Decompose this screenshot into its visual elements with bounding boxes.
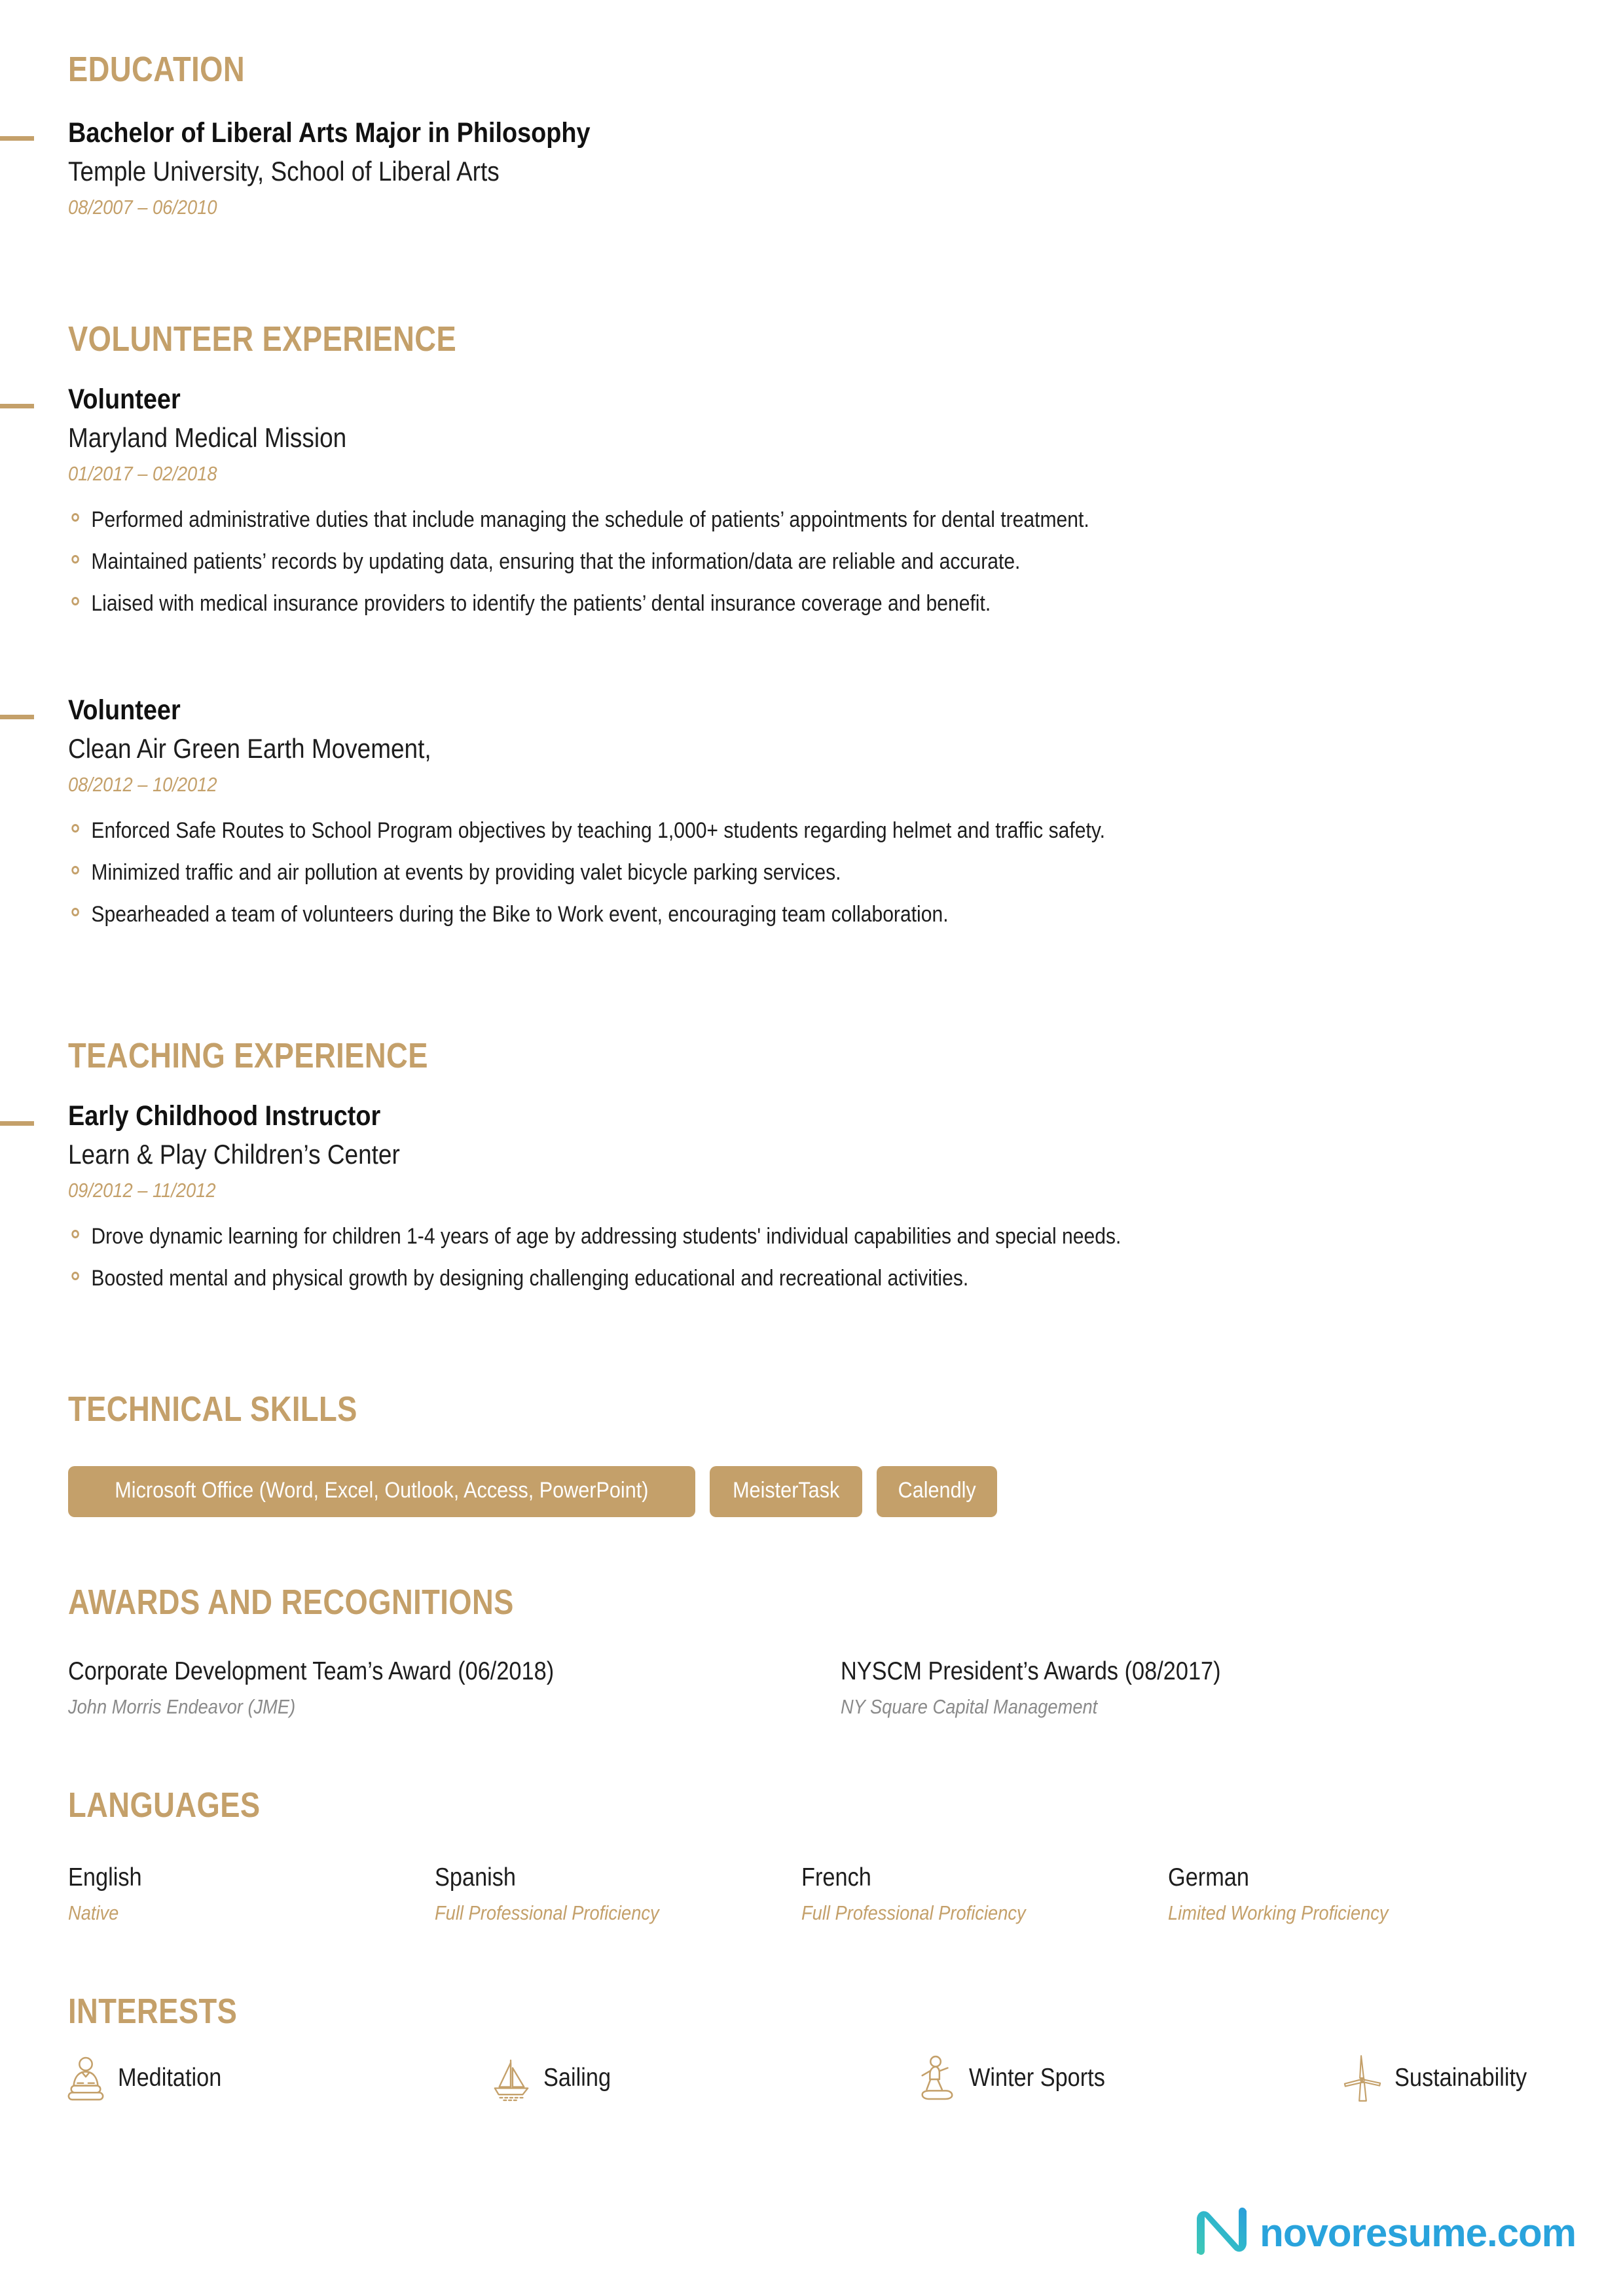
- section-heading-education: EDUCATION: [68, 50, 246, 89]
- bullet-dot-icon: [71, 597, 79, 605]
- section-heading-technical-skills: TECHNICAL SKILLS: [68, 1390, 357, 1429]
- language-name: Spanish: [435, 1863, 517, 1892]
- interest-item: [65, 2054, 491, 2102]
- section-heading-languages: LANGUAGES: [68, 1785, 261, 1825]
- awards-grid: [68, 1656, 1613, 1720]
- teaching-entry-date: 09/2012 – 11/2012: [68, 1179, 216, 1202]
- language-item: [435, 1862, 801, 1926]
- list-item: [68, 858, 1105, 888]
- list-item-text: Minimized traffic and air pollution at events by providing valet bicycle parking services.: [91, 860, 841, 885]
- section-education: [68, 51, 279, 88]
- interest-item: [917, 2054, 1342, 2102]
- interest-label: Winter Sports: [969, 2064, 1105, 2092]
- section-heading-awards: AWARDS AND RECOGNITIONS: [68, 1583, 514, 1622]
- skill-tag-label: Calendly: [898, 1478, 976, 1503]
- language-item: [1168, 1862, 1535, 1926]
- language-level: Full Professional Proficiency: [435, 1901, 659, 1924]
- list-item: [68, 505, 1089, 535]
- language-item: [68, 1862, 435, 1926]
- section-volunteer: [68, 321, 530, 358]
- list-item-text: Spearheaded a team of volunteers during the Bike to Work event, encouraging team collaboration.: [91, 901, 949, 927]
- skill-tag-label: Microsoft Office (Word, Excel, Outlook, Access, PowerPoint): [115, 1478, 649, 1503]
- language-level: Full Professional Proficiency: [801, 1901, 1026, 1924]
- volunteer-bullet-list: [68, 816, 1240, 929]
- sailboat-icon: [491, 2054, 532, 2102]
- bullet-dot-icon: [71, 1230, 79, 1238]
- list-item: [68, 547, 1089, 577]
- award-title: Corporate Development Team’s Award (06/2018): [68, 1657, 555, 1685]
- bullet-dot-icon: [71, 555, 79, 564]
- education-entry-org: Temple University, School of Liberal Arts: [68, 155, 500, 187]
- award-item: [841, 1656, 1613, 1720]
- novoresume-n-logo: [1193, 2205, 1250, 2261]
- award-item: [68, 1656, 841, 1720]
- language-name: French: [801, 1863, 871, 1892]
- education-entry: [68, 117, 661, 219]
- list-item-text: Maintained patients’ records by updating data, ensuring that the information/data are reliable and accurate.: [91, 549, 1021, 574]
- list-item: [68, 900, 1105, 929]
- bullet-dot-icon: [71, 908, 79, 916]
- list-item-text: Enforced Safe Routes to School Program objectives by teaching 1,000+ students regarding helmet and traffic safety.: [91, 818, 1105, 844]
- teaching-bullet-list: [68, 1222, 1258, 1293]
- education-entry-title: Bachelor of Liberal Arts Major in Philosophy: [68, 117, 591, 149]
- volunteer-entry-title: Volunteer: [68, 694, 181, 726]
- language-item: [801, 1862, 1168, 1926]
- language-name: German: [1168, 1863, 1249, 1892]
- section-teaching: [68, 1037, 497, 1075]
- novoresume-footer-logo[interactable]: [1193, 2205, 1576, 2261]
- interest-item: [1342, 2054, 1623, 2102]
- interest-label: Meditation: [118, 2064, 222, 2092]
- volunteer-entry-title: Volunteer: [68, 384, 181, 415]
- volunteer-entry-org: Maryland Medical Mission: [68, 422, 347, 453]
- entry-dash: [0, 404, 34, 408]
- list-item-text: Drove dynamic learning for children 1-4 years of age by addressing students' individual capabilities and special needs.: [91, 1224, 1122, 1249]
- volunteer-entry-date: 08/2012 – 10/2012: [68, 773, 217, 797]
- skill-tag: [710, 1466, 862, 1517]
- section-awards: [68, 1584, 599, 1621]
- languages-grid: [68, 1862, 1535, 1926]
- list-item: [68, 589, 1089, 619]
- volunteer-entry-org: Clean Air Green Earth Movement,: [68, 732, 431, 764]
- skill-tag: [68, 1466, 695, 1517]
- list-item-text: Liaised with medical insurance providers to identify the patients’ dental insurance coverage and benefit.: [91, 590, 991, 616]
- bullet-dot-icon: [71, 513, 79, 522]
- meditation-icon: [65, 2054, 106, 2102]
- skill-tag-row: [68, 1466, 997, 1517]
- language-level: Limited Working Proficiency: [1168, 1901, 1389, 1924]
- entry-dash: [0, 715, 34, 719]
- bullet-dot-icon: [71, 866, 79, 874]
- education-entry-date: 08/2007 – 06/2010: [68, 196, 217, 219]
- volunteer-entry: [68, 694, 1240, 942]
- section-technical-skills: [68, 1391, 412, 1428]
- list-item: [68, 1264, 1121, 1293]
- volunteer-bullet-list: [68, 505, 1222, 619]
- volunteer-entry: [68, 383, 1222, 631]
- teaching-entry: [68, 1100, 1258, 1306]
- teaching-entry-org: Learn & Play Children’s Center: [68, 1138, 400, 1170]
- section-heading-interests: INTERESTS: [68, 1992, 238, 2031]
- interest-item: [491, 2054, 917, 2102]
- list-item: [68, 816, 1105, 846]
- interest-label: Sailing: [543, 2064, 611, 2092]
- award-subtitle: John Morris Endeavor (JME): [68, 1695, 296, 1718]
- language-level: Native: [68, 1901, 119, 1924]
- bullet-dot-icon: [71, 1272, 79, 1280]
- volunteer-entry-date: 01/2017 – 02/2018: [68, 462, 217, 486]
- list-item: [68, 1222, 1121, 1251]
- list-item-text: Performed administrative duties that include managing the schedule of patients’ appointments for dental treatment.: [91, 507, 1089, 533]
- language-name: English: [68, 1863, 142, 1892]
- section-interests: [68, 1993, 270, 2030]
- wind-turbine-icon: [1342, 2054, 1383, 2102]
- entry-dash: [0, 136, 34, 141]
- section-heading-teaching: TEACHING EXPERIENCE: [68, 1036, 428, 1075]
- award-subtitle: NY Square Capital Management: [841, 1695, 1098, 1718]
- entry-dash: [0, 1121, 34, 1126]
- bullet-dot-icon: [71, 824, 79, 833]
- teaching-entry-title: Early Childhood Instructor: [68, 1100, 381, 1132]
- interest-label: Sustainability: [1395, 2064, 1527, 2092]
- snowboarder-icon: [917, 2054, 957, 2102]
- list-item-text: Boosted mental and physical growth by designing challenging educational and recreational activities.: [91, 1266, 969, 1291]
- section-heading-volunteer: VOLUNTEER EXPERIENCE: [68, 319, 457, 359]
- interests-grid: [65, 2054, 1623, 2102]
- section-languages: [68, 1787, 297, 1824]
- award-title: NYSCM President’s Awards (08/2017): [841, 1657, 1221, 1685]
- skill-tag-label: MeisterTask: [732, 1478, 840, 1503]
- novoresume-wordmark: novoresume.com: [1260, 2210, 1576, 2255]
- skill-tag: [877, 1466, 997, 1517]
